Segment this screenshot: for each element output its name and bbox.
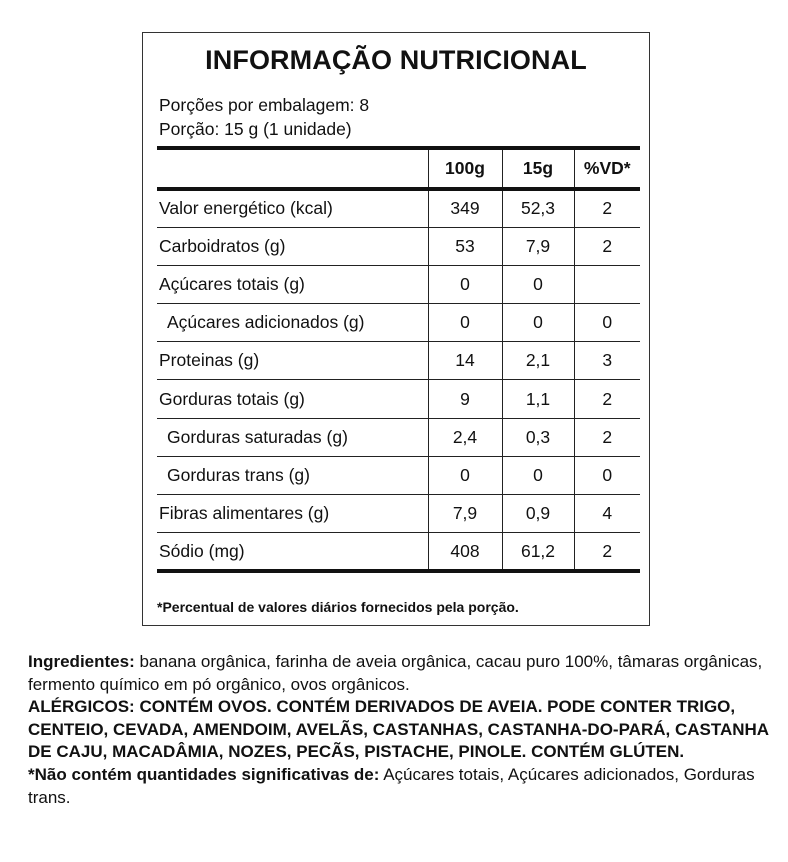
ingredients-text: banana orgânica, farinha de aveia orgânica, cacau puro 100%, tâmaras orgânicas, fermento químico em pó orgânico, ovos orgânicos. xyxy=(28,652,763,694)
table-row xyxy=(157,342,640,380)
nutrient-name: Açúcares adicionados (g) xyxy=(157,304,428,342)
daily-value-footnote: *Percentual de valores diários fornecidos pela porção. xyxy=(157,599,519,615)
value-100g: 349 xyxy=(428,189,502,227)
value-vd: 2 xyxy=(574,533,640,571)
value-15g: 0 xyxy=(502,265,574,303)
value-vd: 2 xyxy=(574,189,640,227)
value-15g: 61,2 xyxy=(502,533,574,571)
value-100g: 2,4 xyxy=(428,418,502,456)
nutrient-name: Fibras alimentares (g) xyxy=(157,495,428,533)
not-significant-text: Açúcares totais, Açúcares adicionados, Gorduras trans. xyxy=(28,764,755,807)
value-vd: 3 xyxy=(574,342,640,380)
nutrient-name: Valor energético (kcal) xyxy=(157,189,428,227)
value-vd: 2 xyxy=(574,418,640,456)
servings-per-package: Porções por embalagem: 8 xyxy=(159,95,370,115)
value-15g: 52,3 xyxy=(502,189,574,227)
nutrient-name: Gorduras trans (g) xyxy=(157,456,428,494)
nutrition-table xyxy=(157,146,640,573)
ingredients-label: Ingredientes: xyxy=(28,652,135,671)
value-vd: 2 xyxy=(574,227,640,265)
value-100g: 0 xyxy=(428,304,502,342)
table-row xyxy=(157,418,640,456)
nutrient-name: Sódio (mg) xyxy=(157,533,428,571)
table-row xyxy=(157,380,640,418)
value-100g: 14 xyxy=(428,342,502,380)
value-15g: 1,1 xyxy=(502,380,574,418)
table-row xyxy=(157,456,640,494)
column-header-100g: 100g xyxy=(428,148,502,189)
table-row xyxy=(157,304,640,342)
value-100g: 9 xyxy=(428,380,502,418)
value-vd xyxy=(574,265,640,303)
value-15g: 2,1 xyxy=(502,342,574,380)
value-100g: 7,9 xyxy=(428,495,502,533)
value-vd: 0 xyxy=(574,456,640,494)
table-row xyxy=(157,265,640,303)
nutrient-name: Proteinas (g) xyxy=(157,342,428,380)
value-15g: 7,9 xyxy=(502,227,574,265)
column-header-15g: 15g xyxy=(502,148,574,189)
nutrient-name: Carboidratos (g) xyxy=(157,227,428,265)
value-vd: 2 xyxy=(574,380,640,418)
not-significant-paragraph xyxy=(28,764,773,809)
not-significant-label: *Não contém quantidades significativas de: xyxy=(28,764,380,784)
nutrient-name: Gorduras saturadas (g) xyxy=(157,418,428,456)
nutrient-name: Açúcares totais (g) xyxy=(157,265,428,303)
table-row xyxy=(157,227,640,265)
value-vd: 0 xyxy=(574,304,640,342)
ingredients-paragraph xyxy=(28,651,773,696)
table-row xyxy=(157,189,640,227)
nutrition-facts-panel xyxy=(142,32,650,626)
value-15g: 0,9 xyxy=(502,495,574,533)
table-header-row xyxy=(157,148,640,189)
value-100g: 53 xyxy=(428,227,502,265)
panel-title: INFORMAÇÃO NUTRICIONAL xyxy=(205,45,587,75)
column-header-nutrient xyxy=(157,148,428,189)
value-100g: 0 xyxy=(428,265,502,303)
nutrient-name: Gorduras totais (g) xyxy=(157,380,428,418)
value-15g: 0 xyxy=(502,304,574,342)
allergens-paragraph xyxy=(28,696,773,764)
ingredients-section xyxy=(28,651,773,809)
value-15g: 0 xyxy=(502,456,574,494)
table-row xyxy=(157,495,640,533)
value-100g: 0 xyxy=(428,456,502,494)
value-100g: 408 xyxy=(428,533,502,571)
column-header-vd: %VD* xyxy=(574,148,640,189)
serving-size: Porção: 15 g (1 unidade) xyxy=(159,119,352,139)
value-15g: 0,3 xyxy=(502,418,574,456)
allergens-text: ALÉRGICOS: CONTÉM OVOS. CONTÉM DERIVADOS DE AVEIA. PODE CONTER TRIGO, CENTEIO, CEVADA, AMENDOIM, AVELÃS, CASTANHAS, CASTANHA-DO-PARÁ, CASTANHA DE CAJU, MACADÂMIA, NOZES, PECÃS, PISTACHE, PINOLE. CONTÉM GLÚTEN. xyxy=(28,697,769,762)
value-vd: 4 xyxy=(574,495,640,533)
table-row xyxy=(157,533,640,571)
